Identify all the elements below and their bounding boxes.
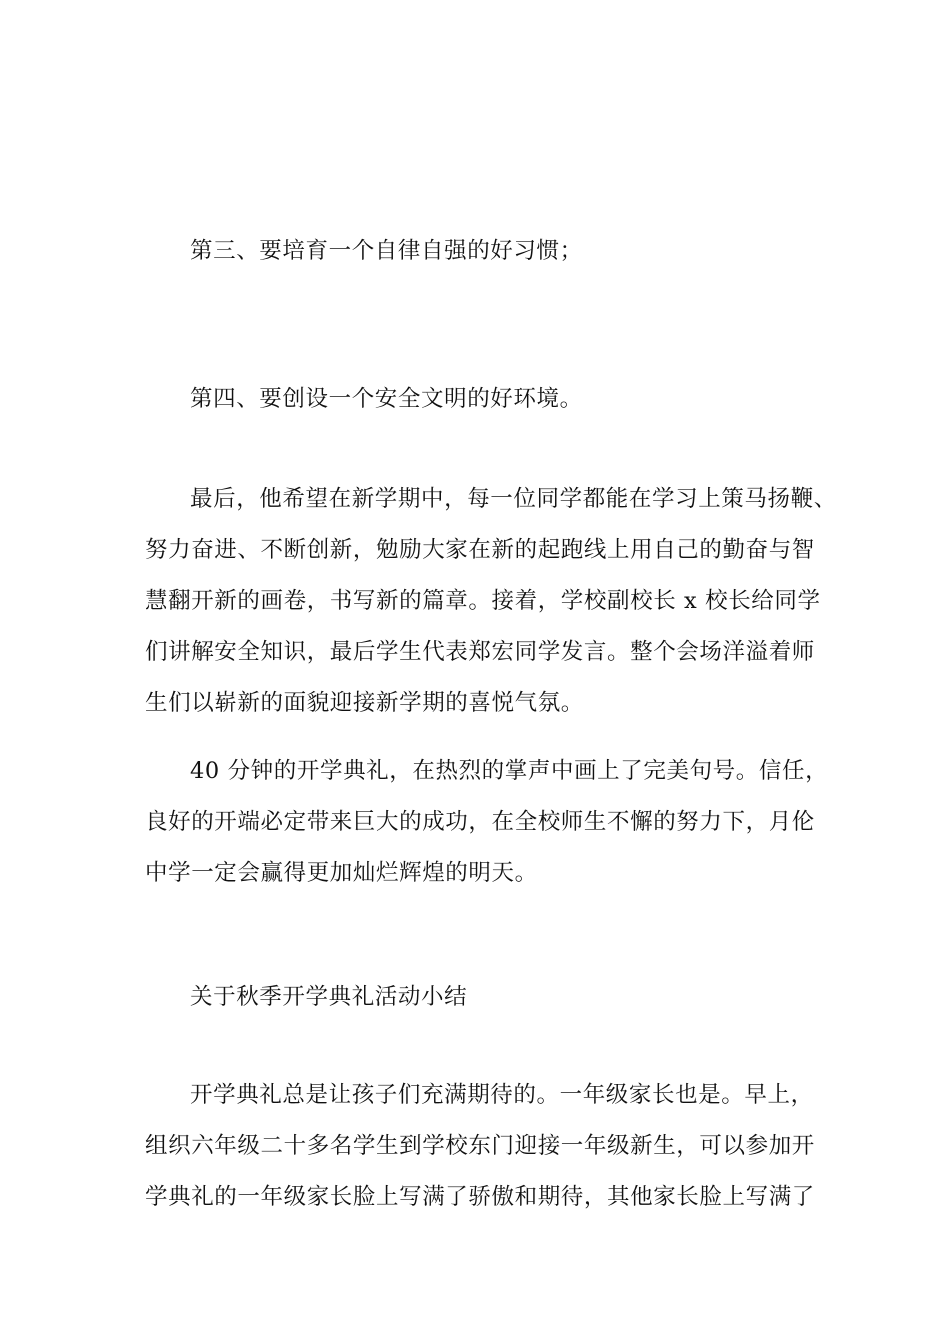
section-heading (145, 972, 825, 1023)
paragraph-closing-remarks (145, 474, 837, 729)
paragraph-ceremony-end (145, 746, 829, 899)
text-line: 第四、要创设一个安全文明的好环境。 (190, 386, 583, 412)
text-line: 慧翻开新的画卷，书写新的篇章。接着，学校副校长 x 校长给同学 (145, 588, 821, 614)
paragraph-fourth-point (145, 374, 825, 425)
text-line: 第三、要培育一个自律自强的好习惯； (190, 238, 583, 264)
text-line: 中学一定会赢得更加灿烂辉煌的明天。 (145, 860, 538, 886)
text-line: 开学典礼总是让孩子们充满期待的。一年级家长也是。早上， (190, 1082, 814, 1108)
paragraph-third-point (145, 226, 825, 277)
text-line: 们讲解安全知识，最后学生代表郑宏同学发言。整个会场洋溢着师 (145, 639, 815, 665)
text-line: 生们以崭新的面貌迎接新学期的喜悦气氛。 (145, 690, 584, 716)
paragraph-summary-intro (145, 1070, 825, 1223)
heading-text: 关于秋季开学典礼活动小结 (190, 984, 468, 1010)
text-line: 良好的开端必定带来巨大的成功，在全校师生不懈的努力下，月伦 (145, 809, 815, 835)
text-line: 最后，他希望在新学期中，每一位同学都能在学习上策马扬鞭、 (190, 486, 837, 512)
text-line: 学典礼的一年级家长脸上写满了骄傲和期待，其他家长脸上写满了 (145, 1184, 815, 1210)
text-line: 40 分钟的开学典礼，在热烈的掌声中画上了完美句号。信任， (190, 758, 829, 784)
text-line: 努力奋进、不断创新，勉励大家在新的起跑线上用自己的勤奋与智 (145, 537, 815, 563)
text-line: 组织六年级二十多名学生到学校东门迎接一年级新生，可以参加开 (145, 1133, 815, 1159)
